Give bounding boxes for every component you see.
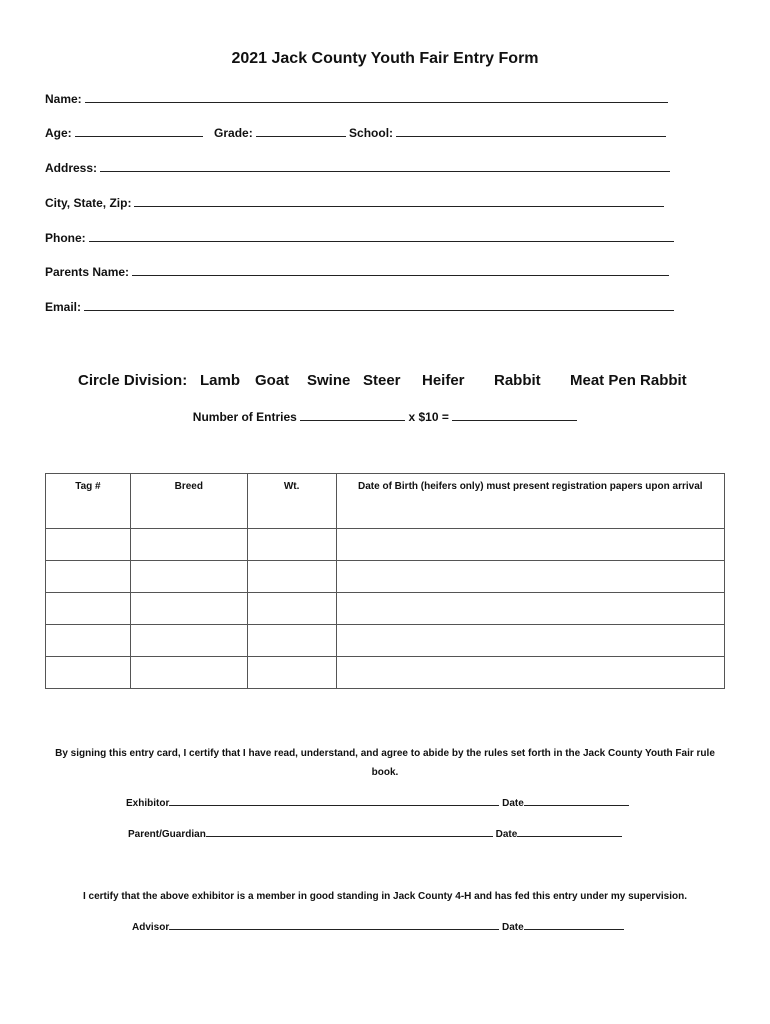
age-grade-school-row: [45, 126, 666, 140]
city-input-line[interactable]: [134, 196, 664, 207]
parent-date-line[interactable]: [517, 827, 622, 837]
entries-row: [0, 410, 770, 424]
table-row: [46, 561, 725, 593]
entries-label: Number of Entries: [192, 410, 297, 424]
header-weight: Wt.: [247, 474, 336, 529]
exhibitor-date-line[interactable]: [524, 796, 629, 806]
table-cell[interactable]: [46, 593, 131, 625]
name-label: Name:: [45, 92, 82, 106]
exhibitor-signature-row: [126, 796, 629, 809]
division-option-heifer[interactable]: Heifer: [422, 372, 465, 389]
entries-multiplier: x $10 =: [408, 410, 449, 424]
table-cell[interactable]: [130, 593, 247, 625]
city-field: [45, 196, 664, 210]
division-option-rabbit[interactable]: Rabbit: [494, 372, 541, 389]
table-cell[interactable]: [247, 625, 336, 657]
table-cell[interactable]: [46, 529, 131, 561]
table-cell[interactable]: [46, 561, 131, 593]
advisor-label: Advisor: [132, 922, 170, 933]
header-date-of-birth: Date of Birth (heifers only) must present registration papers upon arrival: [336, 474, 724, 529]
table-cell[interactable]: [130, 657, 247, 689]
header-tag: Tag #: [46, 474, 131, 529]
table-cell[interactable]: [336, 593, 724, 625]
email-label: Email:: [45, 300, 82, 314]
header-breed: Breed: [130, 474, 247, 529]
entries-count-line[interactable]: [300, 410, 405, 421]
division-option-swine[interactable]: Swine: [307, 372, 351, 389]
advisor-signature-row: [132, 920, 624, 933]
table-row: [46, 529, 725, 561]
parent-signature-line[interactable]: [206, 827, 493, 837]
certify-rules-text: By signing this entry card, I certify that I have read, understand, and agree to abide by the rules set forth in the Jack County Youth Fair rule book.: [55, 748, 715, 778]
address-label: Address:: [45, 161, 98, 175]
division-option-lamb[interactable]: Lamb: [200, 372, 241, 389]
parent-label: Parent/Guardian: [128, 829, 206, 840]
name-field: [45, 92, 668, 106]
phone-label: Phone:: [45, 231, 86, 245]
certify-member-text: I certify that the above exhibitor is a member in good standing in Jack County 4-H and has fed this entry under my supervision.: [82, 891, 687, 902]
table-cell[interactable]: [130, 529, 247, 561]
table-cell[interactable]: [336, 529, 724, 561]
parent-date-label: Date: [495, 829, 518, 840]
table-row: [46, 657, 725, 689]
entries-total-line[interactable]: [452, 410, 577, 421]
table-cell[interactable]: [336, 657, 724, 689]
address-field: [45, 161, 670, 175]
division-label: Circle Division:: [78, 372, 188, 389]
email-field: [45, 300, 674, 314]
table-cell[interactable]: [247, 657, 336, 689]
table-cell[interactable]: [336, 561, 724, 593]
division-option-goat[interactable]: Goat: [255, 372, 290, 389]
table-cell[interactable]: [46, 657, 131, 689]
email-input-line[interactable]: [84, 300, 674, 311]
table-cell[interactable]: [130, 561, 247, 593]
form-title: 2021 Jack County Youth Fair Entry Form: [231, 50, 539, 67]
phone-field: [45, 231, 674, 245]
table-cell[interactable]: [336, 625, 724, 657]
table-cell[interactable]: [247, 529, 336, 561]
address-input-line[interactable]: [100, 161, 670, 172]
advisor-date-label: Date: [502, 922, 524, 933]
division-option-meat-pen-rabbit[interactable]: Meat Pen Rabbit: [570, 372, 687, 389]
parents-input-line[interactable]: [132, 265, 669, 276]
table-cell[interactable]: [247, 593, 336, 625]
school-label: School:: [349, 126, 394, 140]
advisor-signature-line[interactable]: [169, 920, 499, 930]
exhibitor-signature-line[interactable]: [169, 796, 499, 806]
grade-label: Grade:: [214, 126, 253, 140]
entry-table: [45, 473, 725, 689]
table-cell[interactable]: [46, 625, 131, 657]
school-input-line[interactable]: [396, 126, 666, 137]
name-input-line[interactable]: [85, 92, 668, 103]
table-row: [46, 625, 725, 657]
exhibitor-label: Exhibitor: [126, 798, 170, 809]
age-input-line[interactable]: [75, 126, 203, 137]
exhibitor-date-label: Date: [502, 798, 524, 809]
table-cell[interactable]: [130, 625, 247, 657]
grade-input-line[interactable]: [256, 126, 346, 137]
city-label: City, State, Zip:: [45, 196, 132, 210]
parent-signature-row: [128, 827, 622, 840]
phone-input-line[interactable]: [89, 231, 674, 242]
parents-label: Parents Name:: [45, 265, 130, 279]
table-header-row: [46, 474, 725, 529]
table-row: [46, 593, 725, 625]
parents-field: [45, 265, 669, 279]
division-option-steer[interactable]: Steer: [363, 372, 401, 389]
table-cell[interactable]: [247, 561, 336, 593]
age-label: Age:: [45, 126, 72, 140]
advisor-date-line[interactable]: [524, 920, 624, 930]
